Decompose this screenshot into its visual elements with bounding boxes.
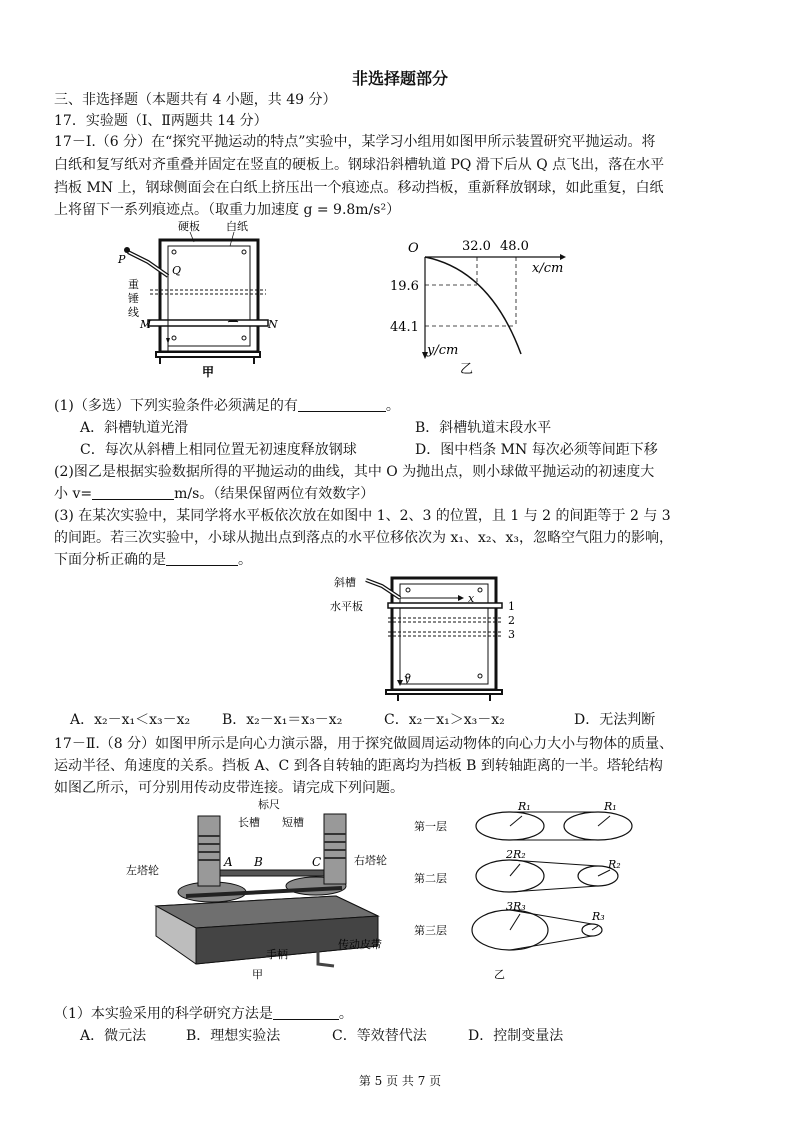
q17ii-sub1-end: 。 — [338, 1006, 353, 1022]
fig-yi-y2: 44.1 — [390, 320, 419, 335]
fig-demo-A: A — [224, 855, 233, 869]
q17i-sub1 — [54, 396, 400, 416]
fig-tower-r2-left: 2R₂ — [506, 848, 526, 861]
fig-plate-plate-label: 水平板 — [330, 600, 363, 613]
fig-plate-x: x — [468, 592, 475, 605]
q17i-sub1-options-row2 — [80, 440, 658, 460]
fig-jia-line-label-1: 重 — [128, 278, 139, 291]
q17i-sub2-unit: m/s。（结果保留两位有效数字） — [174, 486, 375, 502]
q17ii-option-A[interactable]: A．微元法 — [80, 1028, 147, 1044]
q17i-sub1-option-A[interactable]: A．斜槽轨道光滑 — [80, 420, 189, 436]
q17ii-option-D[interactable]: D．控制变量法 — [468, 1028, 564, 1044]
fig-yi-y1: 19.6 — [390, 279, 419, 294]
figure-trajectory-yi — [380, 230, 570, 380]
q17ii-text-line1: 17－Ⅱ.（8 分）如图甲所示是向心力演示器，用于探究做圆周运动物体的向心力大小与物体的质量、 — [54, 736, 674, 752]
fig-jia-N: N — [268, 318, 278, 331]
q17i-text-line1: 17－Ⅰ.（6 分）在“探究平抛运动的特点”实验中，某学习小组用如图甲所示装置研究平抛运动。将 — [54, 134, 656, 150]
fig-yi-x2: 48.0 — [500, 239, 529, 254]
fig-plate-chute-label: 斜槽 — [334, 576, 356, 589]
fig-plate-pos1: 1 — [508, 600, 515, 613]
q17ii-option-C[interactable]: C．等效替代法 — [332, 1028, 427, 1044]
page-title: 非选择题部分 — [351, 69, 448, 88]
fig-demo-C: C — [312, 855, 322, 869]
answer-blank-4[interactable] — [273, 1005, 339, 1020]
q17i-text-line4: 上将留下一系列痕迹点。（取重力加速度 g = 9.8m/s²） — [54, 202, 401, 218]
figure-plate-positions — [330, 570, 530, 705]
q17i-sub3-end: 。 — [238, 552, 252, 568]
fig-yi-origin: O — [408, 241, 419, 256]
q17i-sub3-line3 — [54, 550, 252, 570]
fig-demo-belt-label: 传动皮带 — [338, 938, 382, 951]
q17i-sub3-option-D[interactable]: D．无法判断 — [574, 712, 656, 728]
fig-yi-x1: 32.0 — [462, 239, 491, 254]
figure-tower-wheels — [412, 796, 672, 992]
question-17-heading: 17．实验题（Ⅰ、Ⅱ两题共 14 分） — [54, 113, 268, 129]
figure-centripetal-demonstrator — [116, 796, 416, 992]
fig-tower-r1-right: R₁ — [604, 800, 617, 813]
q17i-sub3-line1: (3) 在某次实验中，某同学将水平板依次放在如图中 1、2、3 的位置，且 1 与 2 的间距等于 2 与 3 — [54, 508, 671, 524]
fig-jia-Q: Q — [172, 264, 182, 277]
fig-demo-right-wheel-label: 右塔轮 — [354, 854, 387, 867]
fig-demo-caption: 甲 — [252, 968, 263, 981]
fig-yi-yaxis: y/cm — [427, 343, 459, 358]
fig-jia-line-label-3: 线 — [128, 306, 139, 319]
q17i-sub1-option-D[interactable]: D．图中档条 MN 每次必须等间距下移 — [415, 442, 658, 458]
q17i-sub2-stem: 小 v= — [54, 486, 93, 502]
answer-blank-3[interactable] — [166, 551, 238, 566]
fig-demo-B: B — [254, 855, 263, 869]
fig-yi-caption: 乙 — [460, 362, 474, 377]
fig-tower-r2-right: R₂ — [608, 858, 621, 871]
fig-plate-pos2: 2 — [508, 614, 515, 627]
q17i-sub2-line1: (2)图乙是根据实验数据所得的平抛运动的曲线，其中 O 为抛出点，则小球做平抛运动的初速度大 — [54, 464, 655, 480]
fig-demo-long-slot-label: 长槽 — [238, 816, 260, 829]
q17i-sub1-option-B[interactable]: B．斜槽轨道末段水平 — [415, 420, 552, 436]
q17i-text-line2: 白纸和复写纸对齐重叠并固定在竖直的硬板上。钢球沿斜槽轨道 PQ 滑下后从 Q 点飞出，落在水平 — [54, 157, 665, 173]
q17i-sub1-option-C[interactable]: C．每次从斜槽上相同位置无初速度释放钢球 — [80, 442, 357, 458]
fig-demo-left-wheel-label: 左塔轮 — [126, 864, 159, 877]
fig-tower-caption: 乙 — [494, 968, 505, 981]
fig-plate-y: y — [404, 672, 411, 685]
fig-tower-r1-left: R₁ — [518, 800, 531, 813]
q17ii-text-line3: 如图乙所示，可分别用传动皮带连接。请完成下列问题。 — [54, 780, 404, 796]
q17i-text-line3: 挡板 MN 上，钢球侧面会在白纸上挤压出一个痕迹点。移动挡板，重新释放钢球，如此重复，白纸 — [54, 180, 664, 196]
fig-jia-board-label: 硬板 — [178, 220, 200, 233]
q17i-sub3-option-A[interactable]: A．x₂－x₁＜x₃－x₂ — [70, 712, 191, 728]
fig-demo-ruler-label: 标尺 — [258, 798, 280, 811]
fig-jia-M: M — [140, 318, 152, 331]
page-number: 第 5 页 共 7 页 — [358, 1074, 442, 1088]
q17ii-sub1 — [54, 1004, 353, 1024]
q17i-sub1-stem: (1)（多选）下列实验条件必须满足的有 — [54, 398, 298, 414]
fig-jia-caption: 甲 — [202, 365, 215, 378]
fig-tower-r3-left: 3R₃ — [506, 900, 526, 913]
fig-jia-P: P — [118, 253, 126, 266]
fig-tower-layer1: 第一层 — [414, 820, 447, 833]
fig-jia-line-label-2: 锤 — [128, 292, 139, 305]
q17ii-option-B[interactable]: B．理想实验法 — [186, 1028, 281, 1044]
answer-blank-2[interactable] — [92, 485, 174, 500]
fig-plate-pos3: 3 — [508, 628, 515, 641]
q17ii-sub1-options — [80, 1026, 563, 1046]
q17i-sub3-line2: 的间距。若三次实验中，小球从抛出点到落点的水平位移依次为 x₁、x₂、x₃，忽略空气阻力的影响， — [54, 530, 673, 546]
q17ii-text-line2: 运动半径、角速度的关系。挡板 A、C 到各自转轴的距离均为挡板 B 到转轴距离的一半。塔轮结构 — [54, 758, 663, 774]
q17i-sub3-option-C[interactable]: C．x₂－x₁＞x₃－x₂ — [384, 712, 505, 728]
q17i-sub2-line2 — [54, 484, 374, 504]
answer-blank-1[interactable] — [298, 397, 386, 412]
fig-demo-handle-label: 手柄 — [266, 948, 288, 961]
q17i-sub1-end: 。 — [385, 398, 400, 414]
q17i-sub1-options-row1 — [80, 418, 551, 438]
fig-demo-short-slot-label: 短槽 — [282, 816, 304, 829]
q17i-sub3-option-B[interactable]: B．x₂－x₁＝x₃－x₂ — [222, 712, 343, 728]
fig-tower-layer2: 第二层 — [414, 872, 447, 885]
section-heading: 三、非选择题（本题共有 4 小题，共 49 分） — [54, 92, 337, 108]
fig-yi-xaxis: x/cm — [532, 261, 564, 276]
fig-tower-r3-right: R₃ — [592, 910, 605, 923]
figure-apparatus-jia — [110, 218, 280, 378]
fig-tower-layer3: 第三层 — [414, 924, 447, 937]
fig-jia-paper-label: 白纸 — [226, 220, 248, 233]
q17ii-sub1-stem: （1）本实验采用的科学研究方法是 — [54, 1006, 273, 1022]
q17i-sub3-stem: 下面分析正确的是 — [54, 552, 166, 568]
q17i-sub3-options — [70, 710, 655, 730]
